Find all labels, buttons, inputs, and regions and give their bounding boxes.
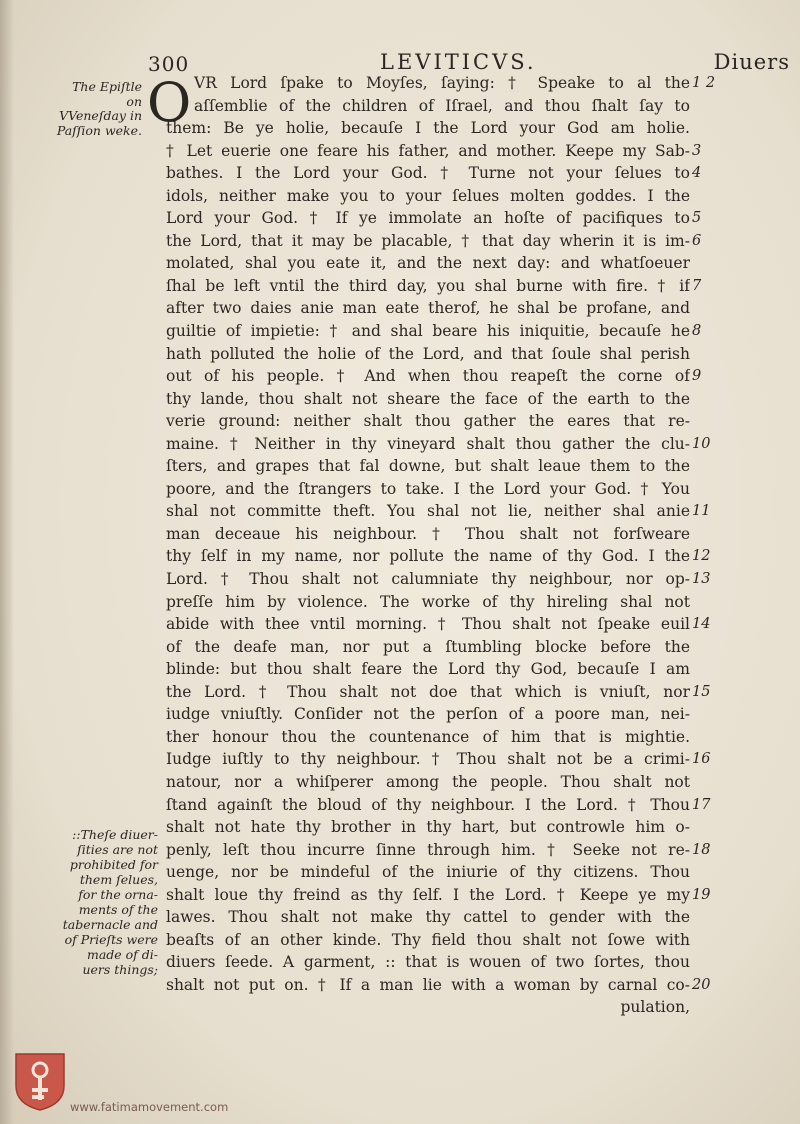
text-line: thy lande, thou shalt not sheare the face of the earth to the (166, 389, 690, 408)
running-head-right: Diuers (713, 50, 790, 74)
margin-note-line: for the orna- (78, 887, 158, 902)
text-line: natour, nor a whiſperer among the people. Thou shalt not (166, 772, 690, 791)
verse-number: 16 (692, 751, 711, 768)
margin-note-line: tabernacle and (62, 917, 158, 932)
text-line: guiltie of impietie: † and shal beare his iniquitie, becauſe he (166, 322, 690, 341)
text-line: † Let euerie one feare his father, and mother. Keepe my Sab- (166, 141, 690, 160)
text-line: the Lord. † Thou shalt not doe that which is vniuſt, nor (166, 682, 690, 701)
text-line: shalt loue thy freind as thy ſelf. I the Lord. † Keepe ye my (166, 885, 690, 904)
text-line: beaſts of an other kinde. Thy field thou shalt not ſowe with (166, 930, 690, 949)
verse-number (692, 388, 732, 411)
text-line: ther honour thou the countenance of him that is mightie. (166, 727, 690, 746)
verse-number: 1 2 (692, 75, 716, 91)
text-line: molated, shal you eate it, and the next day: and whatſoeuer (166, 254, 690, 273)
verse-number: 20 (692, 976, 711, 993)
text-line: aſſemblie of the children of Iſrael, and thou ſhalt ſay to (194, 96, 690, 115)
verse-number: 17 (692, 796, 711, 813)
verse-number: 11 (692, 503, 711, 520)
margin-note-line: The Epiſtle on (72, 79, 142, 109)
margin-note-line: of Prieſts were (64, 932, 158, 947)
verse-number (692, 658, 732, 681)
text-line: maine. † Neither in thy vineyard shalt thou gather the clu- (166, 434, 690, 453)
margin-note-line: Paſſion weke. (56, 122, 142, 138)
verse-number (692, 861, 732, 884)
verse-number: 7 (692, 277, 702, 294)
body-text (166, 72, 690, 1019)
margin-note-line: uers things; (82, 962, 158, 977)
margin-note-line: made of di- (86, 947, 158, 962)
text-line: poore, and the ſtrangers to take. I the Lord your God. † You (166, 479, 690, 498)
text-line: lawes. Thou shalt not make thy cattel to gender with the (166, 908, 690, 927)
verse-number (692, 185, 732, 208)
text-line: shal not committe theft. You shal not lie, neither shal anie (166, 502, 690, 521)
verse-number (692, 117, 732, 140)
margin-note-line: ::Theſe diuer- (72, 827, 158, 842)
verse-number: 8 (692, 323, 702, 340)
text-line: man deceaue his neighbour. † Thou shalt not forſweare (166, 524, 690, 543)
text-line: blinde: but thou shalt feare the Lord thy God, becauſe I am (166, 660, 690, 679)
verse-number (692, 252, 732, 275)
margin-note-line: ments of the (78, 902, 158, 917)
text-line: uenge, nor be mindeful of the iniurie of thy citizens. Thou (166, 863, 690, 882)
verse-number (692, 951, 732, 974)
margin-note-line: ſities are not (77, 842, 158, 857)
verse-number (692, 410, 732, 433)
page-number: 300 (148, 52, 190, 76)
text-line: thy ſelf in my name, nor pollute the name of thy God. I the (166, 547, 690, 566)
text-line: ſtand againſt the bloud of thy neighbour. I the Lord. † Thou (166, 795, 690, 814)
verse-number (692, 95, 732, 118)
margin-note-line: prohibited for (69, 857, 158, 872)
text-line: after two daies anie man eate therof, he shal be profane, and (166, 299, 690, 318)
verse-number: 19 (692, 886, 711, 903)
text-line: VR Lord ſpake to Moyſes, ſaying: † Speake to al the (194, 74, 690, 92)
text-line: the Lord, that it may be placable, † that day wherin it is im- (166, 231, 690, 250)
text-line: out of his people. † And when thou reapeſt the corne of (166, 367, 690, 386)
margin-note-line: them ſelues, (79, 872, 158, 887)
text-line: verie ground: neither shalt thou gather the eares that re- (166, 412, 690, 431)
margin-note-liturgical (56, 80, 142, 138)
verse-number: 3 (692, 142, 702, 159)
page-gutter (0, 0, 14, 1124)
verse-number-column (692, 72, 732, 1019)
text-line: shalt not hate thy brother in thy hart, but controwle him o- (166, 818, 690, 837)
text-line: shalt not put on. † If a man lie with a woman by carnal co- (166, 975, 690, 994)
papal-seal-icon (14, 1050, 66, 1112)
verse-number (692, 906, 732, 929)
drop-cap: O (147, 71, 192, 134)
verse-number: 5 (692, 210, 702, 227)
verse-number (692, 297, 732, 320)
verse-number (692, 996, 732, 1019)
verse-number (692, 771, 732, 794)
verse-number: 9 (692, 368, 702, 385)
verse-number (692, 929, 732, 952)
text-line: Lord your God. † If ye immolate an hoſte of pacifiques to (166, 209, 690, 228)
text-line: of the deafe man, nor put a ſtumbling blocke before the (166, 637, 690, 656)
margin-note-line: VVeneſday in (59, 108, 142, 123)
verse-number: 15 (692, 683, 711, 700)
text-line: diuers ſeede. A garment, :: that is wouen of two ſortes, thou (166, 953, 690, 972)
source-watermark: www.fatimamovement.com (70, 1100, 229, 1114)
verse-number (692, 591, 732, 614)
text-line: bathes. I the Lord your God. † Turne not your ſelues to (166, 164, 690, 183)
book-title: LEVITICVS. (380, 50, 537, 74)
margin-note-annotation (56, 827, 158, 977)
text-line: preſſe him by violence. The worke of thy hireling shal not (166, 592, 690, 611)
verse-number: 12 (692, 548, 711, 565)
verse-number (692, 478, 732, 501)
text-line: ſters, and grapes that fal downe, but shalt leaue them to the (166, 457, 690, 476)
text-line: pulation, (620, 998, 690, 1017)
text-line: ſhal be left vntil the third day, you shal burne with fire. † if (166, 276, 690, 295)
text-line: penly, leſt thou incurre ſinne through him. † Seeke not re- (166, 840, 690, 859)
verse-number: 6 (692, 232, 702, 249)
verse-number (692, 703, 732, 726)
verse-number: 4 (692, 165, 702, 182)
verse-number (692, 523, 732, 546)
verse-number: 18 (692, 841, 711, 858)
verse-number: 13 (692, 571, 711, 588)
text-line: hath polluted the holie of the Lord, and that ſoule shal perish (166, 344, 690, 363)
verse-number (692, 455, 732, 478)
verse-number (692, 343, 732, 366)
text-line: them: Be ye holie, becauſe I the Lord your God am holie. (166, 119, 690, 138)
verse-number (692, 636, 732, 659)
verse-number (692, 816, 732, 839)
text-line: idols, neither make you to your ſelues molten goddes. I the (166, 186, 690, 205)
verse-number: 14 (692, 616, 711, 633)
verse-number: 10 (692, 435, 711, 452)
text-line: Iudge iuſtly to thy neighbour. † Thou shalt not be a crimi- (166, 750, 690, 769)
verse-number (692, 726, 732, 749)
text-line: iudge vniuſtly. Conſider not the perſon of a poore man, nei- (166, 705, 690, 724)
text-line: Lord. † Thou shalt not calumniate thy neighbour, nor op- (166, 570, 690, 589)
text-line: abide with thee vntil morning. † Thou shalt not ſpeake euil (166, 615, 690, 634)
